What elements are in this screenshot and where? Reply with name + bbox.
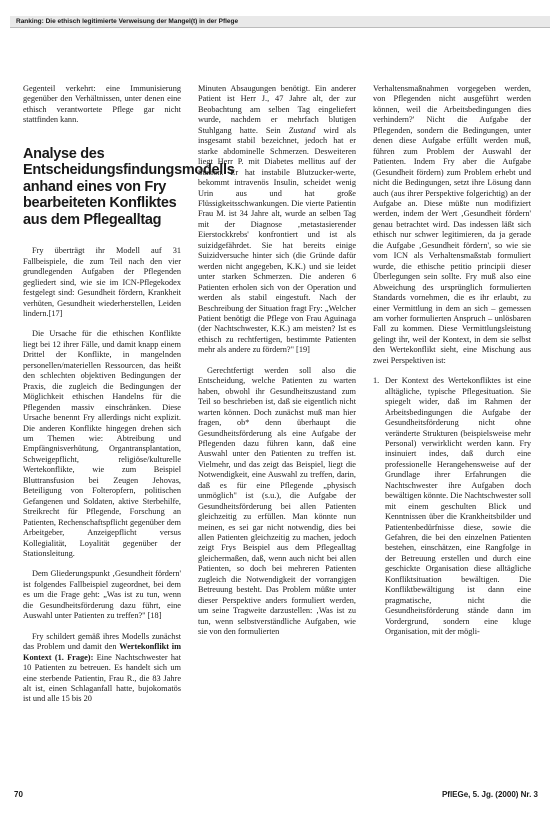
body-paragraph-3: Dem Gliederungspunkt ‚Gesundheit fördern' ist folgendes Fallbeispiel zugeordnet, bei dem es um die Frage geht: „Was ist zu tun, wenn die Gesundheitsförderung dazu führt, eine Auswahl unter Patienten zu treffen?" [18]: [23, 569, 181, 621]
column-3: [373, 84, 531, 778]
body-paragraph-4: [23, 632, 181, 705]
page-number: 70: [14, 790, 23, 799]
list-item-number: 1.: [373, 376, 380, 386]
list-item: [373, 376, 531, 637]
running-header: [10, 16, 550, 28]
intro-paragraph: Gegenteil verkehrt: eine Immunisierung gegenüber den Verhältnissen, unter denen eine ethisch verantwortete Pflege gar nicht stattfinden kann.: [23, 84, 181, 125]
list-item-text: Der Kontext des Wertekonfliktes ist eine alltägliche, typische Pflegesituation. Sie spiegelt wider, daß im Rahmen der Arbeitsbedingungen die Aufgabe der Gesundheitsförderung nicht ohne veränderte Strukturen (beispielsweise mehr Personal) verwirklicht werden kann. Fry insinuiert indes, daß durch eine professionelle Herangehensweise auf der Grundlage ihrer Erfahrungen die Nachtschwester ihre Aufgaben doch bewältigen könnte. Die Nachtschwester soll mit einem geschulten Blick und Kenntnissen über die Krankheitsbilder und Patientenbedürfnisse diese, sowie die Gefahren, die bei den einzelnen Patienten bestehen, einschätzen, eine Rangfolge in der Betreuung erstellen und durch eine geschickte Organisation diese alltägliche Konfliktsituation bewältigen. Die Konfliktbewältigung ist dann eine pragmatische, nicht die Gesundheitsförderung stände dann im Vordergrund, sondern eine kluge Organisation, mit der mögli-: [385, 376, 531, 637]
body-paragraph-6: Gerechtfertigt werden soll also die Entscheidung, welche Patienten zu warten haben, obwohl ihr Gesundheitszustand zum Teil so beschrieben ist, daß sie eigentlich nicht warten können. Doch zunächst muß man hier fragen, ob* denn überhaupt die Gesundheitsförderung als eine Aufgabe der Pflegenden dazu führen kann, daß eine Auswahl unter den Patienten zu treffen ist. Vielmehr, und das zeigt das Beispiel, liegt die Notwendigkeit, eine Auswahl zu treffen, darin, daß es für eine Pflegende „physisch unmöglich" ist (s.u.), die Aufgabe der Gesundheitsförderung bei allen Patienten gleichzeitig zu erfüllen. Man könnte nun meinen, es sei gar nicht notwendig, dies bei allen Patienten gleichzeitig zu machen, jedoch zeigt Frys Beispiel aus dem Pflegealltag gleichermaßen, daß, wenn auch nicht bei allen Patienten, so doch bei mehreren Patienten zugleich die Notwendigkeit der vorrangigen Betreuung besteht. Das Problem müßte unter dieser Perspektive anders formuliert werden, um seine Tragweite darzustellen: ‚Was ist zu tun, wenn selbstverständliche Aufgaben, wie sie von den formulierten: [198, 365, 356, 637]
numbered-list: [373, 376, 531, 637]
body-paragraph-7: Verhaltensmaßnahmen vorgegeben werden, von Pflegenden nicht ausgeführt werden können, weil die Arbeitsbedingungen dies verhindern?' Nicht die Aufgabe der Pflegenden, sondern die Bedingungen, unter denen diese Aufgabe erfüllt werden muß, führen zum Problem der Auswahl der Patienten. Indem Fry aber die Aufgabe (Gesundheit fördern) zum Problem erhebt und nicht die Bedingungen, setzt ihre Lösung dann auch (aus ihrer Perspektive folgerichtig) an der Aufgabe an. Diese müßte nun modifiziert werden, indem der Wert ‚Gesundheit fördern' genau betrachtet wird. Das indessen läßt sich ethisch nur schwer legitimieren, da ja gerade die Aufgabe ‚Gesundheit fördern', so wie sie vom ICN als Verhaltensmaßstab formuliert wurde, die ethische petitio principii dieser Überlegungen sein sollte. Fry muß also eine Abweichung des ursprünglich formulierten Standards vornehmen, die es ihr erlaubt, zu einer Vermittlung in dem an sich – gemessen am vorher formulierten Anspruch – unlösbaren Fall zu kommen. Diese Vermittlungsleistung gelingt ihr, weil der Kontext, in dem sie selbst den Wertekonflikt sieht, eine Mischung aus zwei Perspektiven ist:: [373, 84, 531, 365]
zustand-italic: Zustand: [288, 125, 316, 135]
column-2: [198, 84, 356, 778]
journal-citation: PflEGe, 5. Jg. (2000) Nr. 3: [441, 790, 538, 799]
column-1: [23, 84, 235, 778]
wertekonflikt-bold: Wertekonflikt im Kontext (1. Frage):: [23, 642, 181, 662]
body-paragraph-5: [198, 84, 356, 356]
body-paragraph-4-a: Fry schildert gemäß ihres Modells zunächst das Problem und damit den: [23, 631, 181, 652]
body-paragraph-5-b: wird als insgesamt stabil bezeichnet, jedoch hat er starke abdominelle Schmerzen. Desweiteren liegt Herr P. mit Diabetes mellitus auf der Station. Er hat instabile Blutzucker-werte, bekommt intravenös Insulin, scheidet wenig Urin aus und hat große Flüssigkeitsschwankungen. Die vierte Patientin Frau M. ist 34 Jahre alt, wurde an selben Tag mit der Diagnose ‚metastasierender Eierstockkrebs' konfrontiert und ist als suizidgefährdet. Sie hat bereits einige Suizidversuche hinter sich (die Gründe dafür werden nicht angegeben, K.K.) und sie leidet unter starken Schmerzen. Die anderen 6 Patienten erholen sich von der Operation und werden als stabil eingestuft. Nach der Beschreibung der Situation fragt Fry: „Welcher Patient benötigt die Pflege von Frau Aguinaga (der Nachtschwester, K.K.) am meisten? Ist es ethisch zu rechtfertigen, bestimmte Patienten mehr als andere zu fördern?" [19]: [198, 125, 356, 355]
body-paragraph-5-a: Minuten Absaugungen benötigt. Ein anderer Patient ist Herr J., 47 Jahre alt, der zur Beobachtung am selben Tag eingeliefert wurde, nachdem er mehrfach blutigen Stuhlgang hatte. Sein: [198, 84, 356, 135]
body-paragraph-4-c: Eine Nachtschwester hat 10 Patienten zu betreuen. Es handelt sich um eine sterbende Patientin, Frau R., die 83 Jahre alt ist, einen Schlaganfall hatte, bujokomatös ist und alle 15 bis 20: [23, 652, 181, 704]
running-header-text: Ranking: Die ethisch legitimierte Verweisung der Mangel(t) in der Pflege: [16, 18, 239, 25]
section-heading: Analyse des Entscheidungsfindungsmodells anhand eines von Fry bearbeiteten Konfliktes aus dem Pflegealltag: [23, 145, 235, 228]
body-paragraph-1: Fry überträgt ihr Modell auf 31 Fallbeispiele, die zum Teil nach den vier grundlegenden Aufgaben der Pflegenden gegliedert sind, wie sie im ICN-Pflegekodex festgelegt sind: Gesundheit fördern, Krankheit verhüten, Gesundheit wiederherstellen, Leiden lindern.[17]: [23, 246, 181, 319]
body-paragraph-2: Die Ursache für die ethischen Konflikte liegt bei 12 ihrer Fälle, und damit knapp einem Drittel der Konflikte, in mangelnden personellen/materiellen Ressourcen, das heißt den schlechten objektiven Bedingungen der Praxis, die zugleich die Bedingungen der Möglichkeit ethischen Handelns für die Pflegenden massiv einschränken. Diese Ursache benennt Fry allerdings nicht explizit. Die anderen Konflikte hingegen drehen sich um Themen wie: Abtreibung und Empfängnisverhütung, Organtransplantation, Schweigepflicht, religiöse/kulturelle Wertekonflikte, wie zum Beispiel Bluttransfusion bei Zeugen Jehovas, Beteiligung von Folteropfern, politischen Gefangenen und Soldaten, aktive Sterbehilfe, Streikrecht für Pflegende, Forschung an Patienten, Rechenschaftspflicht gegenüber dem Arbeitgeber, Anzeigepflicht versus Kollegialität, Loyalität gegenüber der Stationsleitung.: [23, 329, 181, 558]
